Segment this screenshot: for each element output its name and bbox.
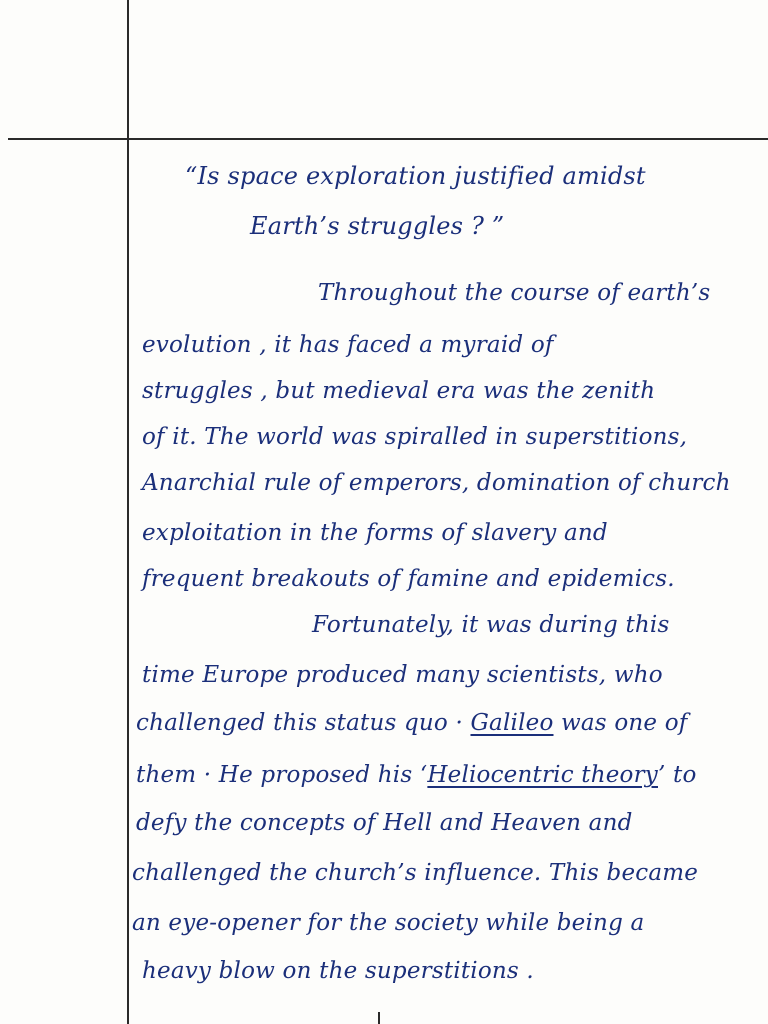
- underlined-heliocentric-theory: Heliocentric theory: [427, 762, 658, 788]
- paragraph-1-line-5: Anarchial rule of emperors, domination of church: [142, 470, 731, 496]
- paragraph-1-line-6: exploitation in the forms of slavery and: [142, 520, 608, 546]
- paragraph-1-line-4: of it. The world was spiralled in superstitions,: [142, 424, 688, 450]
- line-text: them · He proposed his ‘: [136, 762, 428, 788]
- paragraph-1-line-3: struggles , but medieval era was the zenith: [142, 378, 656, 404]
- paragraph-1-line-2: evolution , it has faced a myraid of: [142, 332, 554, 358]
- essay-title-line-1: “Is space exploration justified amidst: [185, 162, 646, 190]
- line-text: challenged this status quo ·: [136, 710, 471, 736]
- essay-title-line-2: Earth’s struggles ? ”: [250, 212, 505, 240]
- paragraph-2-line-6: challenged the church’s influence. This became: [132, 860, 699, 886]
- paragraph-2-line-1: Fortunately, it was during this: [312, 612, 670, 638]
- underlined-galileo: Galileo: [470, 710, 554, 736]
- paragraph-2-line-7: an eye-opener for the society while being a: [132, 910, 645, 936]
- paragraph-1-line-7: frequent breakouts of famine and epidemics.: [142, 566, 675, 592]
- line-text: was one of: [553, 710, 688, 736]
- paragraph-2-line-5: defy the concepts of Hell and Heaven and: [136, 810, 633, 836]
- paragraph-2-line-4: [136, 764, 697, 787]
- bottom-tick-mark: [378, 1012, 380, 1024]
- paragraph-2-line-2: time Europe produced many scientists, who: [142, 662, 663, 688]
- paragraph-1-line-1: Throughout the course of earth’s: [318, 280, 711, 306]
- line-text: ’ to: [658, 762, 697, 788]
- margin-rule: [127, 0, 129, 1024]
- paragraph-2-line-8: heavy blow on the superstitions .: [142, 958, 534, 984]
- paragraph-2-line-3: [136, 712, 687, 735]
- header-rule: [8, 138, 768, 140]
